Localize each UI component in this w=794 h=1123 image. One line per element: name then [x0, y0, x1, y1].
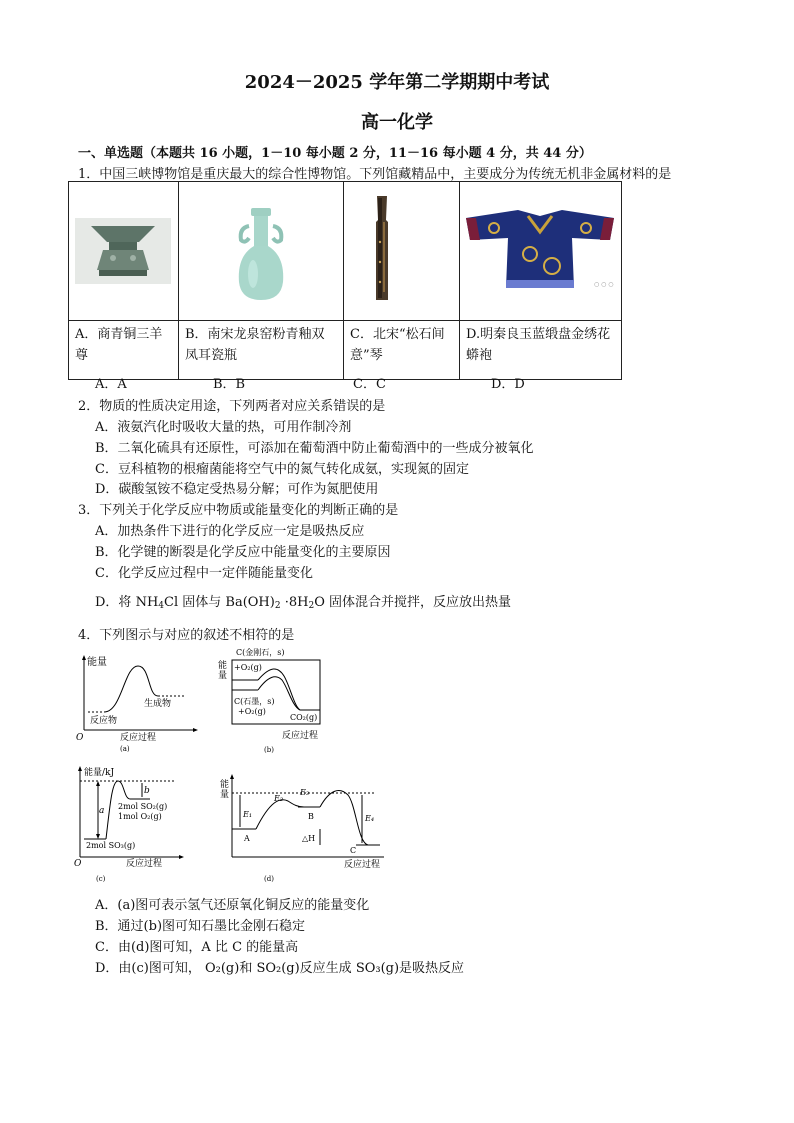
chart-c-b: b [144, 786, 150, 796]
q1-caption-d: D.明秦良玉蓝缎盘金绣花蟒袍 [460, 321, 622, 380]
q1-cell-d [460, 182, 622, 321]
chart-b-ylabel2: 量 [218, 671, 228, 681]
q1-caption-b: B．南宋龙泉窑粉青釉双凤耳瓷瓶 [179, 321, 344, 380]
q1-option-d: D．D [491, 377, 525, 392]
chart-a-xlabel: 反应过程 [120, 733, 157, 743]
chart-d-dh: △H [302, 834, 316, 843]
chart-a-ylabel: 能量 [87, 657, 107, 668]
chart-d-e2: E₂ [274, 794, 284, 803]
chart-c-xlabel: 反应过程 [126, 859, 163, 869]
q1-stem: 1．中国三峡博物馆是重庆最大的综合性博物馆。下列馆藏精品中，主要成分为传统无机非金属材料的是 [78, 167, 672, 182]
chart-a-product: 生成物 [144, 699, 172, 709]
q3-d-prefix: D．将 [95, 595, 136, 610]
q1-caption-a: A．商青铜三羊尊 [69, 321, 179, 380]
q3-stem: 3．下列关于化学反应中物质或能量变化的判断正确的是 [78, 503, 399, 518]
chart-c-origin: O [74, 859, 82, 869]
chart-d-e4: E₄ [365, 814, 375, 823]
q3-option-c: C．化学反应过程中一定伴随能量变化 [95, 566, 313, 581]
chart-d-e3: E₃ [300, 788, 310, 797]
chart-b-top2: +O₂(g) [234, 663, 262, 672]
chart-c-p: 2mol SO₃(g) [86, 841, 136, 850]
formula-nh4cl: $NH_4Cl$ [135, 595, 179, 611]
exam-title: 2024－2025 学年第二学期期中考试 [244, 72, 550, 93]
q2-option-b: B．二氧化硫具有还原性，可添加在葡萄酒中防止葡萄酒中的一些成分被氧化 [95, 441, 534, 456]
chart-a-reactant: 反应物 [90, 716, 118, 726]
chart-b-product: CO₂(g) [290, 713, 318, 722]
chart-b-tag: (b) [264, 746, 274, 754]
chart-b-top: C(金刚石，s) [236, 648, 285, 657]
chart-d-ylabel2: 量 [220, 790, 230, 800]
q2-option-a: A．液氨汽化时吸收大量的热，可用作制冷剂 [95, 420, 352, 435]
energy-diagram-b [216, 646, 336, 756]
q3-option-b: B．化学键的断裂是化学反应中能量变化的主要原因 [95, 545, 391, 560]
q4-option-b: B．通过(b)图可知石墨比金刚石稳定 [95, 919, 306, 934]
chart-b-mid2: +O₂(g) [238, 707, 266, 716]
q4-option-c: C．由(d)图可知，A 比 C 的能量高 [95, 940, 299, 955]
chart-b-xlabel: 反应过程 [282, 731, 319, 741]
chart-c-tag: (c) [96, 875, 106, 883]
q2-option-c: C．豆科植物的根瘤菌能将空气中的氮气转化成氨，实现氮的固定 [95, 462, 469, 477]
formula-baoh2: $Ba(OH)_2 \cdot 8H_2O$ [225, 595, 325, 611]
subject-title: 高一化学 [361, 112, 433, 133]
dragon-robe-image [460, 182, 621, 316]
chart-d-xlabel: 反应过程 [344, 860, 381, 870]
q1-caption-c: C．北宋“松石间意”琴 [344, 321, 460, 380]
chart-d-A: A [244, 834, 250, 843]
guqin-image [344, 182, 459, 316]
chart-d-B: B [308, 812, 314, 821]
bronze-vessel-image [69, 182, 178, 316]
chart-a-tag: (a) [120, 745, 130, 753]
q1-option-c: C．C [353, 377, 386, 392]
chart-c-a: a [99, 806, 105, 816]
q2-option-d: D．碳酸氢铵不稳定受热易分解；可作为氮肥使用 [95, 482, 379, 497]
energy-diagram-d [216, 773, 388, 885]
q3-option-d: D．将 $NH_4Cl$ 固体与 $Ba(OH)_2 \cdot 8H_2O$ 固体混合并搅拌，反应放出热量 [95, 595, 511, 611]
chart-c-ylabel: 能量/kJ [84, 768, 115, 778]
chart-d-ylabel1: 能 [220, 780, 230, 790]
q4-stem: 4．下列图示与对应的叙述不相符的是 [78, 628, 295, 643]
q1-cell-c [344, 182, 460, 321]
q2-stem: 2．物质的性质决定用途，下列两者对应关系错误的是 [78, 399, 386, 414]
q1-cell-a [69, 182, 179, 321]
chart-d-e1: E₁ [243, 810, 253, 819]
chart-c-r1: 2mol SO₂(g) [118, 802, 168, 811]
q4-option-a: A．(a)图可表示氢气还原氧化铜反应的能量变化 [95, 898, 370, 913]
section-heading: 一、单选题（本题共 16 小题，1－10 每小题 2 分，11－16 每小题 4 分，共 44 分） [78, 146, 592, 161]
q3-option-a: A．加热条件下进行的化学反应一定是吸热反应 [95, 524, 365, 539]
chart-a-origin: O [76, 733, 84, 743]
q1-option-b: B．B [213, 377, 246, 392]
chart-b-ylabel1: 能 [218, 661, 228, 671]
energy-diagram-a [74, 652, 204, 754]
svg-text:○ ○ ○: ○ ○ ○ [594, 281, 614, 288]
energy-diagram-c [74, 765, 186, 885]
q4-option-d: D．由(c)图可知， O₂(g)和 SO₂(g)反应生成 SO₃(g)是吸热反应 [95, 961, 465, 976]
celadon-vase-image [179, 182, 343, 316]
chart-d-C: C [350, 846, 357, 855]
chart-b-mid: C(石墨，s) [234, 697, 275, 706]
q1-cell-b [179, 182, 344, 321]
q1-option-a: A．A [95, 377, 127, 392]
q1-image-table [68, 181, 622, 380]
chart-c-r2: 1mol O₂(g) [118, 812, 162, 821]
chart-d-tag: (d) [264, 875, 274, 883]
